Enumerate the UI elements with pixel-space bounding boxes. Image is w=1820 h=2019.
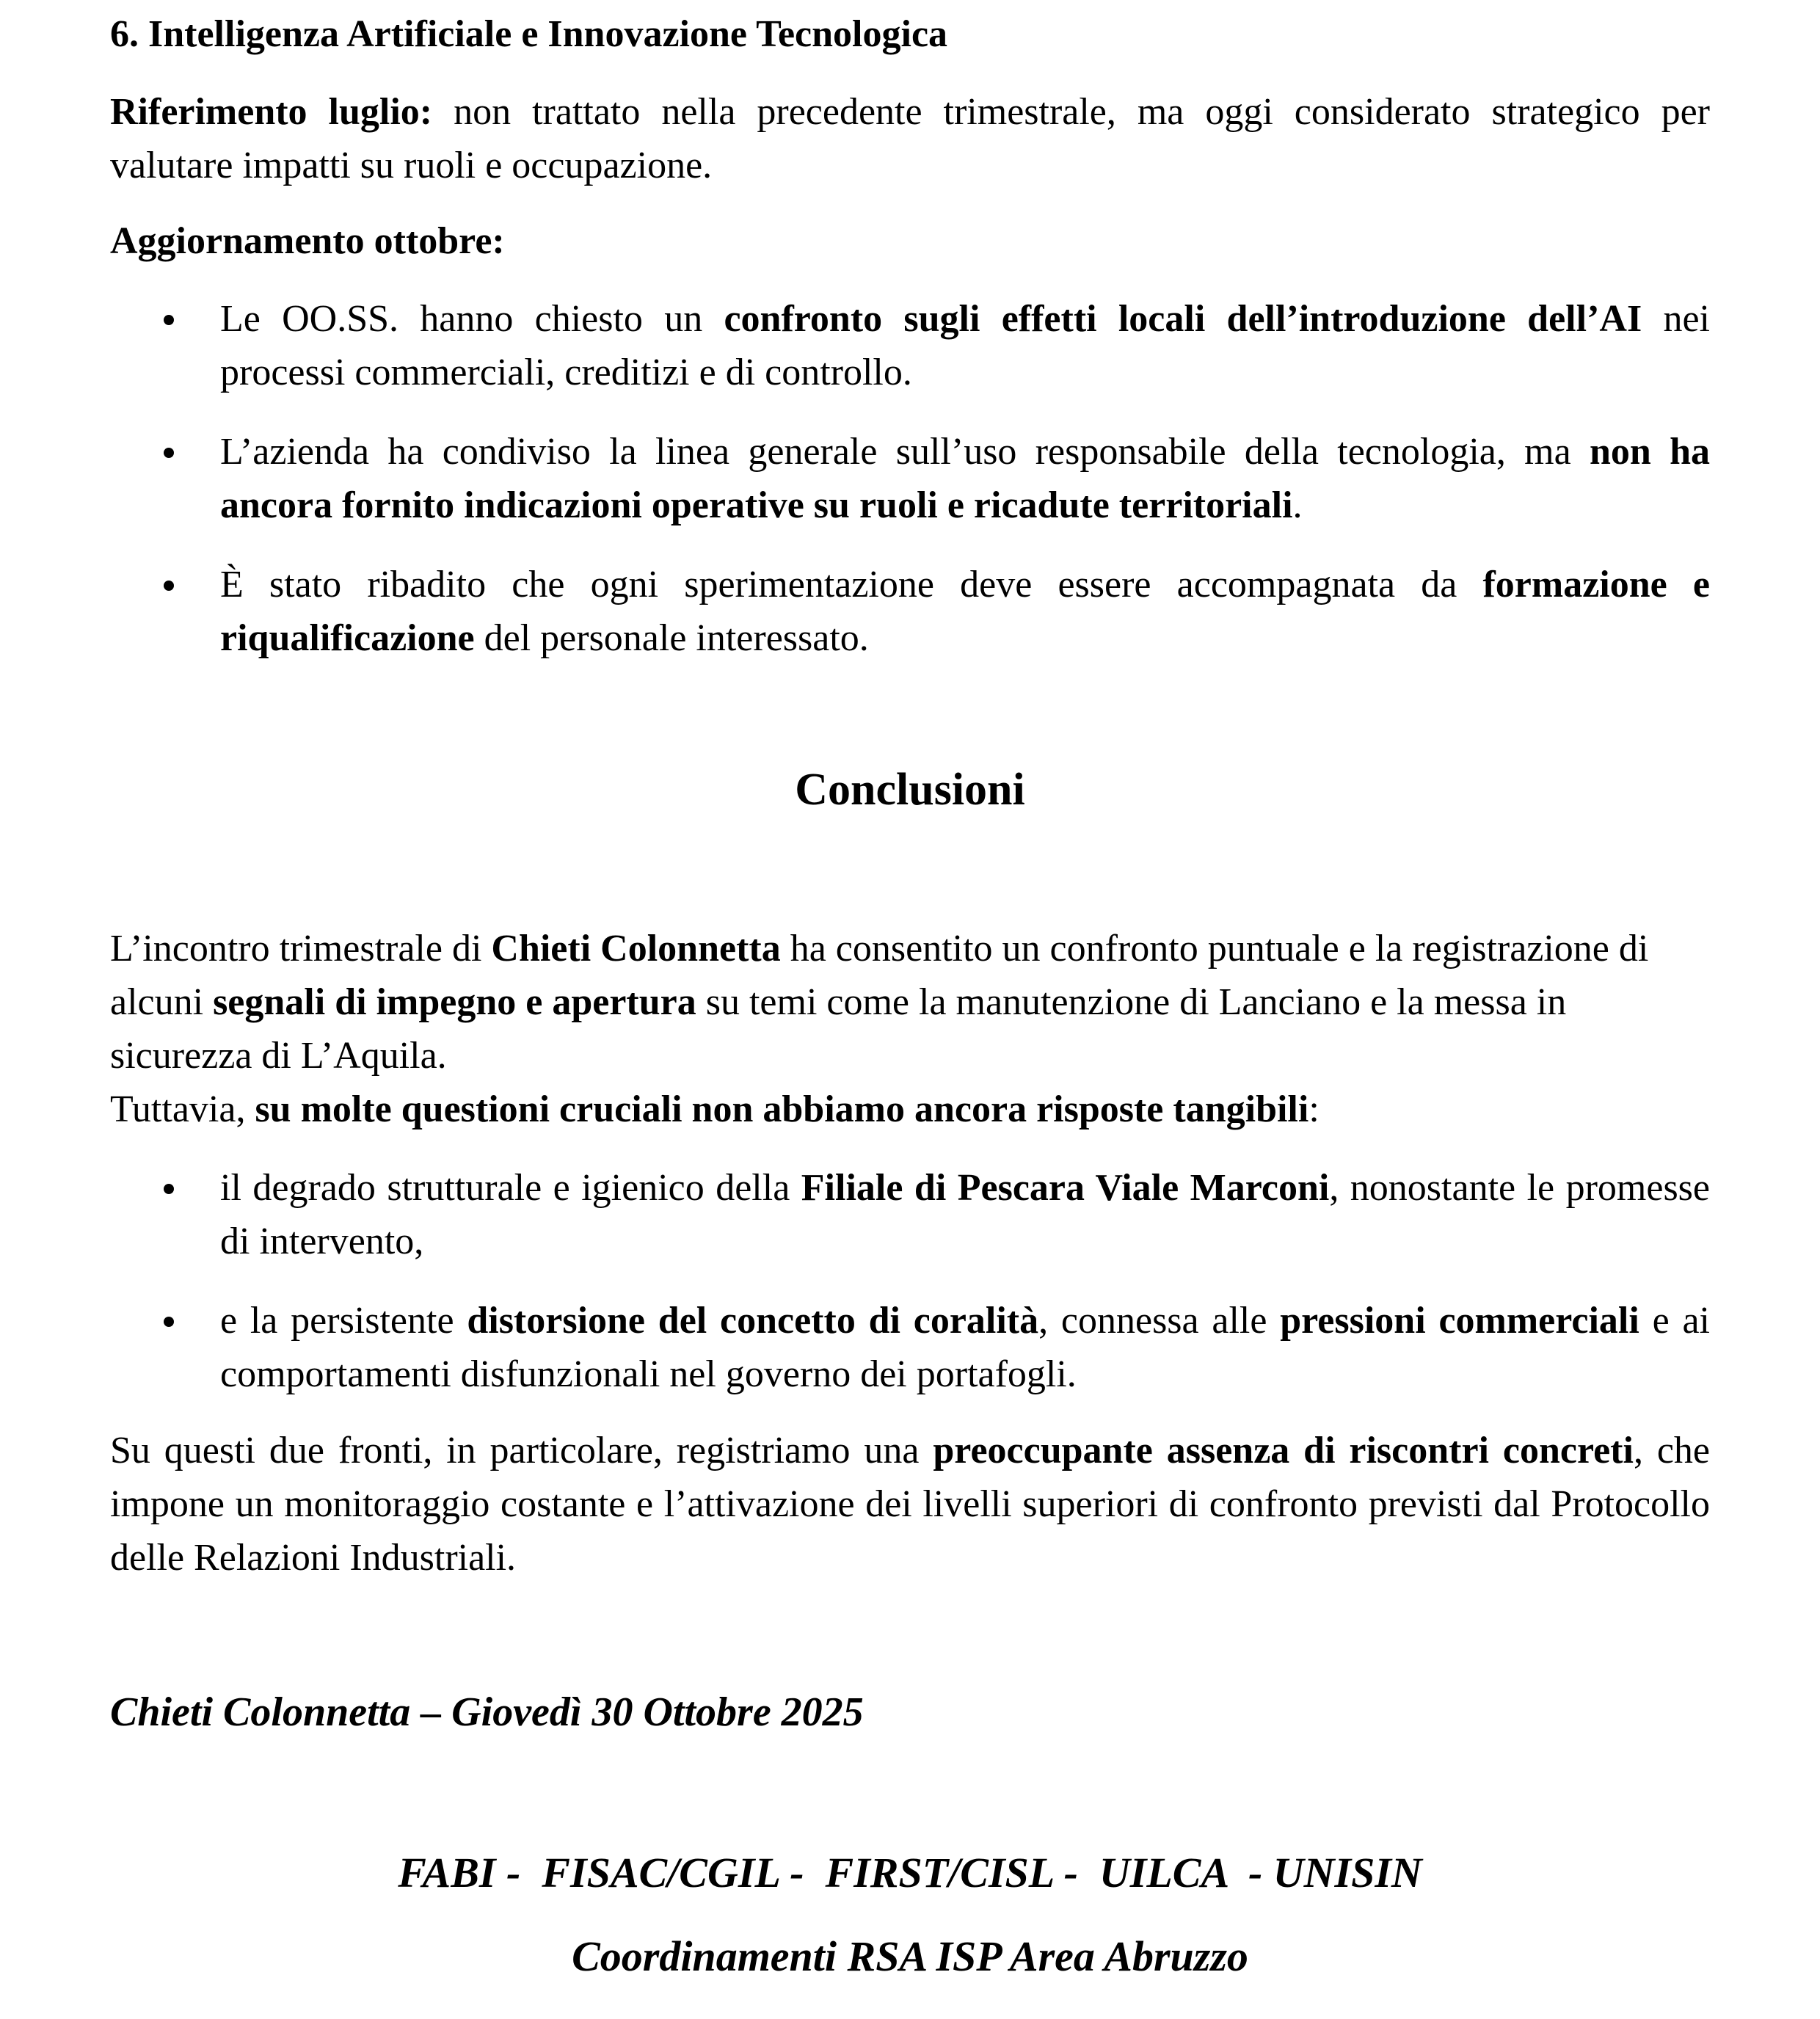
bullet-icon bbox=[164, 1317, 174, 1327]
bullet-text: e la persistente bbox=[220, 1300, 467, 1342]
riferimento-label: Riferimento luglio: bbox=[110, 91, 433, 133]
intro-bold-text: segnali di impegno e apertura bbox=[213, 981, 696, 1023]
ai-bullet-list bbox=[110, 292, 1710, 691]
conclusioni-intro-paragraph bbox=[110, 922, 1710, 1136]
bullet-bold-text: formazione e riqualificazione bbox=[220, 564, 1710, 659]
bullet-bold-text: confronto sugli effetti locali dell’introduzione dell’AI bbox=[724, 298, 1642, 340]
list-item bbox=[110, 1294, 1710, 1401]
bullet-icon bbox=[164, 315, 174, 325]
bullet-text: , connessa alle bbox=[1038, 1300, 1281, 1342]
conclusioni-heading: Conclusioni bbox=[795, 765, 1025, 815]
coordination-signature: Coordinamenti RSA ISP Area Abruzzo bbox=[572, 1932, 1248, 1980]
bullet-icon bbox=[164, 448, 174, 458]
bullet-text: , nonostante le promesse di intervento, bbox=[220, 1167, 1710, 1262]
bullet-text: e ai comportamenti disfunzionali nel governo dei portafogli. bbox=[220, 1300, 1710, 1395]
intro-text: su temi come la manutenzione di Lanciano e la messa in sicurezza di L’Aquila. bbox=[110, 981, 1567, 1077]
bullet-icon bbox=[164, 581, 174, 591]
intro-text: : bbox=[1308, 1088, 1320, 1130]
bullet-bold-text: pressioni commerciali bbox=[1280, 1300, 1639, 1342]
aggiornamento-label: Aggiornamento ottobre: bbox=[110, 220, 505, 262]
bullet-icon bbox=[164, 1184, 174, 1194]
intro-text: Tuttavia, bbox=[110, 1088, 255, 1130]
list-item bbox=[110, 425, 1710, 532]
conclusioni-final-paragraph bbox=[110, 1424, 1710, 1585]
intro-text: ha consentito un confronto puntuale e la registrazione di alcuni bbox=[110, 928, 1649, 1023]
final-text: , che impone un monitoraggio costante e l’attivazione dei livelli superiori di confronto previsti dal Protocollo delle Relazioni Industriali. bbox=[110, 1430, 1710, 1579]
bullet-bold-text: distorsione del concetto di coralità bbox=[467, 1300, 1039, 1342]
riferimento-paragraph bbox=[110, 85, 1710, 192]
bullet-text: L’azienda ha condiviso la linea generale sull’uso responsabile della tecnologia, ma bbox=[220, 431, 1590, 473]
intro-text: L’incontro trimestrale di bbox=[110, 928, 492, 970]
bullet-text: È stato ribadito che ogni sperimentazione deve essere accompagnata da bbox=[220, 564, 1483, 605]
riferimento-text: non trattato nella precedente trimestrale, ma oggi considerato strategico per valutare impatti su ruoli e occupazione. bbox=[110, 91, 1710, 186]
bullet-bold-text: non ha ancora fornito indicazioni operative su ruoli e ricadute territoriali bbox=[220, 431, 1710, 526]
bullet-text: il degrado strutturale e igienico della bbox=[220, 1167, 801, 1209]
intro-bold-text: Chieti Colonnetta bbox=[491, 928, 781, 970]
date-location-line: Chieti Colonnetta – Giovedì 30 Ottobre 2025 bbox=[110, 1689, 864, 1735]
section-heading: 6. Intelligenza Artificiale e Innovazione Tecnologica bbox=[110, 13, 948, 55]
bullet-text: del personale interessato. bbox=[474, 617, 869, 659]
list-item bbox=[110, 558, 1710, 665]
final-text: Su questi due fronti, in particolare, registriamo una bbox=[110, 1430, 933, 1471]
bullet-text: . bbox=[1292, 484, 1303, 526]
intro-bold-text: su molte questioni cruciali non abbiamo ancora risposte tangibili bbox=[255, 1088, 1309, 1130]
bullet-text: nei processi commerciali, creditizi e di controllo. bbox=[220, 298, 1710, 393]
list-item bbox=[110, 292, 1710, 399]
unions-signature: FABI - FISAC/CGIL - FIRST/CISL - UILCA - UNISIN bbox=[398, 1849, 1422, 1896]
conclusioni-bullet-list bbox=[110, 1161, 1710, 1427]
list-item bbox=[110, 1161, 1710, 1268]
final-bold-text: preoccupante assenza di riscontri concreti bbox=[933, 1430, 1634, 1471]
bullet-text: Le OO.SS. hanno chiesto un bbox=[220, 298, 724, 340]
bullet-bold-text: Filiale di Pescara Viale Marconi bbox=[801, 1167, 1330, 1209]
